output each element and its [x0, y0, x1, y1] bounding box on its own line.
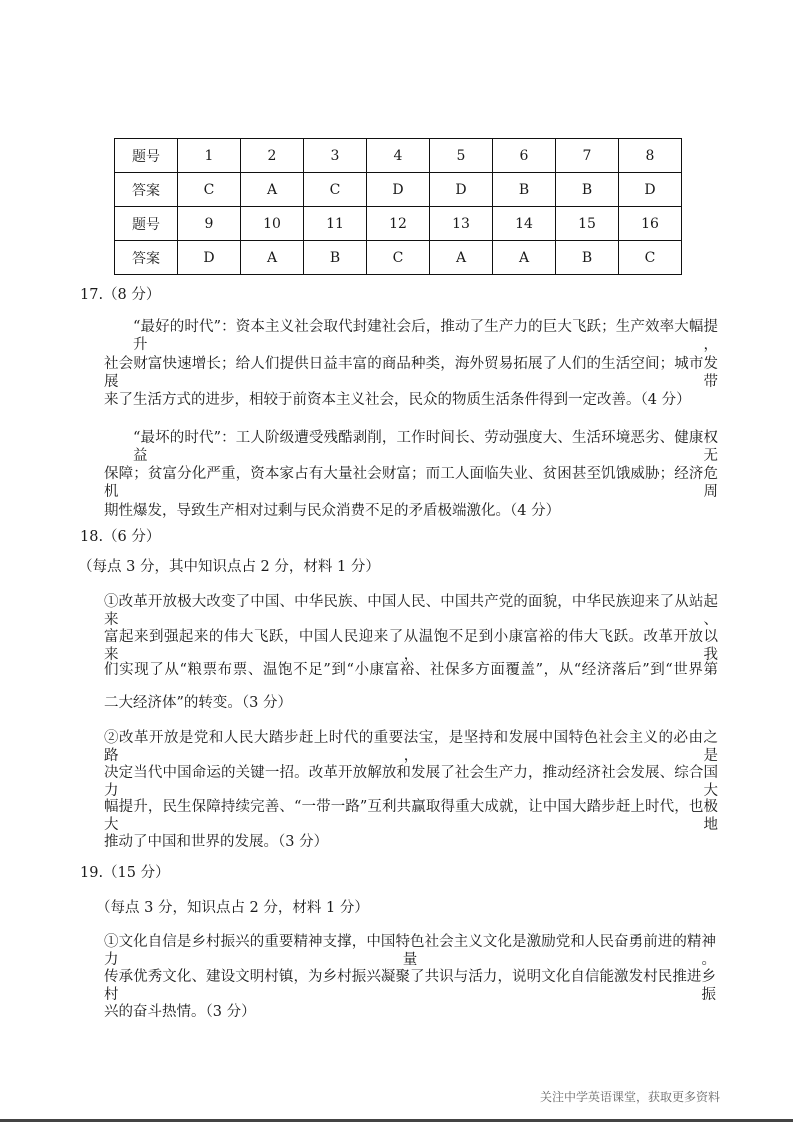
q18-line: 推动了中国和世界的发展。（3 分） — [104, 834, 329, 850]
table-cell: C — [178, 173, 241, 207]
q18-line: 们实现了从“粮票布票、温饱不足”到“小康富裕、社保多方面覆盖”，从“经济落后”到“世界第 — [104, 662, 718, 678]
table-cell: 9 — [178, 207, 241, 241]
table-cell: 16 — [619, 207, 682, 241]
table-cell: 5 — [430, 139, 493, 173]
table-cell: 1 — [178, 139, 241, 173]
q19-heading: 19.（15 分） — [80, 865, 170, 881]
table-row — [115, 241, 682, 275]
q17-line: 保障；贫富分化严重，资本家占有大量社会财富；而工人面临失业、贫困甚至饥饿威胁；经济危机周 — [104, 466, 718, 500]
q17-line: 期性爆发，导致生产相对过剩与民众消费不足的矛盾极端激化。（4 分） — [104, 503, 561, 519]
q18-line: ①改革开放极大改变了中国、中华民族、中国人民、中国共产党的面貌，中华民族迎来了从站起来、 — [104, 594, 718, 628]
table-cell: 4 — [367, 139, 430, 173]
table-cell: A — [241, 241, 304, 275]
table-cell: D — [430, 173, 493, 207]
q17-line: “最坏的时代”：工人阶级遭受残酷剥削，工作时间长、劳动强度大、生活环境恶劣、健康权益无 — [133, 430, 718, 464]
q18-line: 二大经济体”的转变。（3 分） — [104, 695, 292, 711]
q18-note: （每点 3 分，其中知识点占 2 分，材料 1 分） — [78, 559, 380, 575]
table-cell: 8 — [619, 139, 682, 173]
row-label: 题号 — [115, 139, 178, 173]
row-label: 题号 — [115, 207, 178, 241]
row-label: 答案 — [115, 241, 178, 275]
table-cell: A — [493, 241, 556, 275]
q19-line: 传承优秀文化、建设文明村镇，为乡村振兴凝聚了共识与活力，说明文化自信能激发村民推进乡村振 — [104, 969, 716, 1003]
table-cell: 7 — [556, 139, 619, 173]
table-cell: B — [556, 241, 619, 275]
footer-watermark: 关注中学英语课堂，获取更多资料 — [540, 1090, 721, 1104]
q19-line: 兴的奋斗热情。（3 分） — [104, 1004, 256, 1020]
q17-line: “最好的时代”：资本主义社会取代封建社会后，推动了生产力的巨大飞跃；生产效率大幅提升， — [133, 319, 718, 353]
table-cell: 10 — [241, 207, 304, 241]
q18-line: 幅提升，民生保障持续完善、“一带一路”互利共赢取得重大成就，让中国大踏步赶上时代，也极大地 — [104, 799, 718, 833]
table-cell: B — [556, 173, 619, 207]
q17-line: 来了生活方式的进步，相较于前资本主义社会，民众的物质生活条件得到一定改善。（4 分） — [104, 392, 691, 408]
table-cell: 11 — [304, 207, 367, 241]
table-cell: D — [178, 241, 241, 275]
table-cell: 13 — [430, 207, 493, 241]
table-row — [115, 207, 682, 241]
table-cell: A — [241, 173, 304, 207]
table-cell: C — [619, 241, 682, 275]
q19-line: ①文化自信是乡村振兴的重要精神支撑，中国特色社会主义文化是激励党和人民奋勇前进的精神力量。 — [104, 934, 716, 968]
table-cell: 6 — [493, 139, 556, 173]
q18-line: ②改革开放是党和人民大踏步赶上时代的重要法宝，是坚持和发展中国特色社会主义的必由之路，是 — [104, 730, 718, 764]
q18-line: 富起来到强起来的伟大飞跃，中国人民迎来了从温饱不足到小康富裕的伟大飞跃。改革开放以来，我 — [104, 629, 718, 663]
table-cell: D — [619, 173, 682, 207]
row-label: 答案 — [115, 173, 178, 207]
table-row — [115, 173, 682, 207]
q18-line: 决定当代中国命运的关键一招。改革开放解放和发展了社会生产力，推动经济社会发展、综合国力大 — [104, 765, 718, 799]
q19-note: （每点 3 分，知识点占 2 分，材料 1 分） — [96, 900, 369, 916]
table-cell: D — [367, 173, 430, 207]
q17-heading: 17.（8 分） — [80, 287, 161, 303]
table-cell: 2 — [241, 139, 304, 173]
table-cell: 14 — [493, 207, 556, 241]
table-cell: 15 — [556, 207, 619, 241]
table-cell: B — [493, 173, 556, 207]
table-cell: C — [367, 241, 430, 275]
table-cell: A — [430, 241, 493, 275]
q18-heading: 18.（6 分） — [80, 529, 161, 545]
table-cell: 3 — [304, 139, 367, 173]
q17-line: 社会财富快速增长；给人们提供日益丰富的商品种类，海外贸易拓展了人们的生活空间；城市发展带 — [104, 356, 718, 390]
table-row — [115, 139, 682, 173]
table-cell: B — [304, 241, 367, 275]
table-cell: C — [304, 173, 367, 207]
table-cell: 12 — [367, 207, 430, 241]
answer-table — [114, 138, 682, 275]
